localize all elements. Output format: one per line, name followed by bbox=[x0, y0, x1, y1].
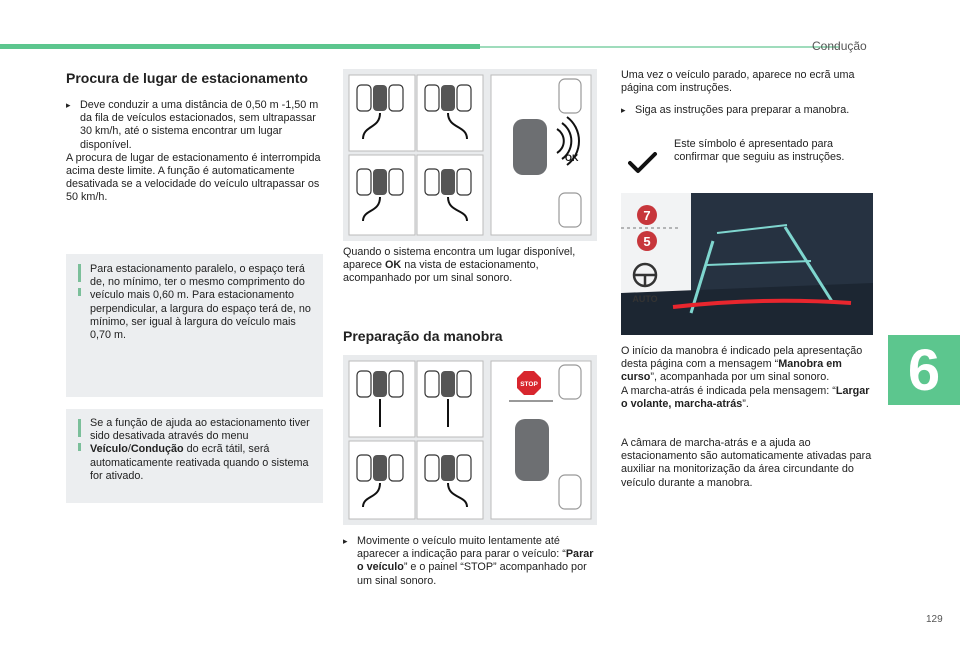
parking-diagram-ok bbox=[343, 69, 597, 241]
paragraph-part: Quando o sistema encontra um lugar disponível, aparece bbox=[343, 246, 576, 272]
note-text bbox=[90, 417, 316, 483]
menu-driving: Condução bbox=[130, 443, 184, 456]
note-marker-icon bbox=[78, 264, 81, 282]
bullet-arrow-icon: ▸ bbox=[343, 536, 348, 546]
header-accent-bar bbox=[0, 44, 480, 49]
distance-marker-7: 7 bbox=[643, 208, 651, 223]
bullet-arrow-icon: ▸ bbox=[66, 100, 71, 110]
note-box-reactivation bbox=[66, 409, 323, 503]
note-marker-icon bbox=[78, 443, 81, 451]
maneuver-heading: Preparação da manobra bbox=[343, 328, 503, 344]
note-marker-icon bbox=[78, 288, 81, 296]
maneuver-start-paragraph bbox=[621, 345, 873, 385]
menu-vehicle: Veículo bbox=[90, 443, 128, 456]
note-text-part: Se a função de ajuda ao estacionamento tiver sido desativada através do menu bbox=[90, 417, 310, 443]
note-text-part: do ecrã tátil, será automaticamente reativada quando o sistema for ativado. bbox=[90, 443, 309, 482]
stop-label: STOP bbox=[520, 381, 538, 388]
menu-separator: / bbox=[127, 443, 131, 456]
search-heading: Procura de lugar de estacionamento bbox=[66, 70, 308, 86]
note-text: Para estacionamento paralelo, o espaço terá de, no mínimo, ter o mesmo comprimento do veículo mais 0,60 m. Para estacionamento perpendicular, a largura do espaço terá de, no mínimo, ser igual à largura do veículo mais 0,70 m. bbox=[90, 263, 311, 342]
move-slowly-bullet bbox=[343, 535, 597, 588]
check-explanation: Este símbolo é apresentado para confirmar que seguiu as instruções. bbox=[674, 138, 845, 164]
found-paragraph bbox=[343, 246, 597, 286]
right-column-bottom bbox=[621, 345, 873, 490]
stopped-paragraph: Uma vez o veículo parado, aparece no ecrã uma página com instruções. bbox=[621, 69, 855, 95]
bullet-text-part: Movimente o veículo muito lentamente até aparecer a indicação para parar o veículo: “ bbox=[357, 535, 566, 561]
distance-marker-5: 5 bbox=[643, 234, 651, 249]
section-title: Condução bbox=[812, 39, 867, 53]
search-paragraph: A procura de lugar de estacionamento é interrompida acima deste limite. A função é automaticamente desativada se a velocidade do veículo ultrapassar os 50 km/h. bbox=[66, 151, 321, 204]
paragraph-part: ”. bbox=[742, 397, 749, 410]
paragraph-part: ”, acompanhada por um sinal sonoro. bbox=[650, 371, 830, 384]
page-number: 129 bbox=[926, 614, 943, 625]
ok-label: OK bbox=[565, 153, 579, 163]
reverse-paragraph bbox=[621, 385, 873, 411]
paragraph-part: A marcha-atrás é indicada pela mensagem: “ bbox=[621, 384, 836, 397]
parking-diagram-stop bbox=[343, 355, 597, 525]
maneuver-in-progress-message: Manobra em curso bbox=[621, 358, 842, 384]
left-column bbox=[66, 70, 328, 205]
follow-instructions-bullet: ▸ Siga as instruções para preparar a manobra. bbox=[621, 104, 850, 117]
release-wheel-message: Largar o volante, marcha-atrás bbox=[621, 384, 870, 410]
note-marker-icon bbox=[78, 419, 81, 437]
paragraph-part: O início da manobra é indicado pela apresentação desta página com a mensagem “ bbox=[621, 345, 863, 371]
paragraph-part: na vista de estacionamento, acompanhado por um sinal sonoro. bbox=[343, 259, 539, 285]
ok-inline: OK bbox=[385, 259, 402, 272]
stop-vehicle-message: Parar o veículo bbox=[357, 548, 594, 574]
bullet-text bbox=[357, 535, 597, 588]
bullet-text-part: ” e o painel “STOP” acompanhado por um sinal sonoro. bbox=[357, 561, 587, 587]
parking-search-figure bbox=[343, 69, 597, 241]
auto-label: AUTO bbox=[632, 294, 658, 304]
chapter-tab: 6 bbox=[888, 335, 960, 405]
rear-camera-figure bbox=[621, 193, 873, 335]
right-column-top bbox=[621, 69, 873, 118]
bullet-arrow-icon: ▸ bbox=[621, 105, 626, 116]
note-box-dimensions bbox=[66, 254, 323, 397]
checkmark-icon bbox=[628, 152, 658, 179]
bullet-distance: ▸ Deve conduzir a uma distância de 0,50 m -1,50 m da fila de veículos estacionados, sem ultrapassar 30 km/h, até o sistema encontrar um lugar disponível. bbox=[66, 99, 319, 151]
maneuver-figure bbox=[343, 355, 597, 525]
camera-paragraph: A câmara de marcha-atrás e a ajuda ao estacionamento são automaticamente ativadas para auxiliar na monitorização da área circundante do veículo durante a manobra. bbox=[621, 437, 872, 489]
rear-camera-view bbox=[621, 193, 873, 335]
header-accent-line bbox=[480, 46, 840, 48]
